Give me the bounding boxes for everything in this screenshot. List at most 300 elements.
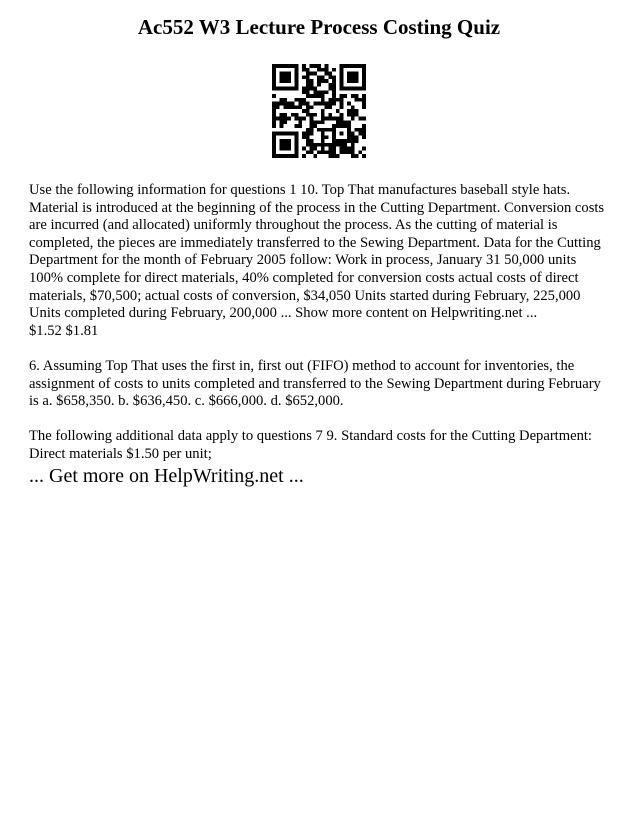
qr-module (321, 113, 325, 117)
qr-module (332, 150, 336, 154)
qr-module (276, 117, 280, 121)
qr-module (313, 87, 317, 91)
qr-module (325, 128, 329, 132)
qr-module (272, 135, 276, 139)
qr-module (302, 102, 306, 106)
qr-module (347, 87, 351, 91)
qr-module (328, 102, 332, 106)
qr-module (276, 154, 280, 158)
qr-module (302, 135, 306, 139)
qr-module (351, 79, 355, 83)
qr-module (343, 147, 347, 151)
qr-module (306, 143, 310, 147)
qr-module (340, 94, 344, 98)
qr-module (313, 90, 317, 94)
qr-module (310, 128, 314, 132)
qr-module (347, 102, 351, 106)
qr-module (310, 72, 314, 76)
qr-module (332, 143, 336, 147)
qr-module (306, 128, 310, 132)
qr-module (343, 139, 347, 143)
qr-module (306, 139, 310, 143)
qr-module (347, 64, 351, 68)
qr-module (351, 75, 355, 79)
qr-module (332, 102, 336, 106)
qr-module (362, 117, 366, 121)
qr-module (272, 72, 276, 76)
qr-module (347, 139, 351, 143)
qr-module (340, 147, 344, 151)
qr-module (302, 87, 306, 91)
qr-module (351, 135, 355, 139)
qr-module (332, 154, 336, 158)
qr-module (272, 120, 276, 124)
qr-module (317, 75, 321, 79)
qr-module (343, 120, 347, 124)
qr-module (298, 117, 302, 121)
qr-module (340, 120, 344, 124)
qr-module (325, 72, 329, 76)
qr-module (321, 102, 325, 106)
qr-module (347, 75, 351, 79)
qr-module (328, 128, 332, 132)
qr-module (358, 98, 362, 102)
qr-module (351, 132, 355, 136)
qr-module (313, 143, 317, 147)
qr-module (317, 150, 321, 154)
qr-module (325, 135, 329, 139)
qr-module (302, 132, 306, 136)
qr-module (291, 154, 295, 158)
qr-module (306, 83, 310, 87)
qr-module (283, 98, 287, 102)
qr-module (321, 68, 325, 72)
qr-module (313, 94, 317, 98)
qr-module (276, 102, 280, 106)
qr-module (306, 113, 310, 117)
qr-module (302, 109, 306, 113)
qr-module (362, 72, 366, 76)
qr-module (280, 98, 284, 102)
qr-module (313, 102, 317, 106)
qr-module (355, 64, 359, 68)
qr-module (306, 135, 310, 139)
qr-module (317, 79, 321, 83)
qr-module (355, 139, 359, 143)
qr-module (295, 132, 299, 136)
qr-module (287, 79, 291, 83)
qr-module (283, 120, 287, 124)
qr-module (347, 135, 351, 139)
qr-module (310, 120, 314, 124)
qr-module (340, 105, 344, 109)
qr-module (321, 132, 325, 136)
qr-module (272, 132, 276, 136)
qr-module (325, 117, 329, 121)
qr-module (362, 102, 366, 106)
qr-module (295, 147, 299, 151)
qr-module (325, 102, 329, 106)
qr-module (283, 102, 287, 106)
qr-module (351, 113, 355, 117)
qr-module (343, 124, 347, 128)
qr-module (310, 113, 314, 117)
qr-code-icon (272, 64, 366, 158)
qr-module (355, 72, 359, 76)
paragraph-question-6: 6. Assuming Top That uses the first in, first out (FIFO) method to account for inventories, the assignment of costs to units completed and transferred to the Sewing Department during February is a. $658,350. b. $636,450. c. $666,000. d. $652,000. (29, 357, 601, 410)
document-body (29, 182, 613, 481)
qr-module (298, 102, 302, 106)
qr-module (351, 117, 355, 121)
qr-module (291, 87, 295, 91)
qr-module (280, 154, 284, 158)
qr-module (291, 105, 295, 109)
qr-module (355, 87, 359, 91)
qr-module (272, 154, 276, 158)
qr-module (321, 79, 325, 83)
qr-module (340, 143, 344, 147)
qr-module (328, 83, 332, 87)
qr-module (358, 128, 362, 132)
qr-module (272, 117, 276, 121)
qr-module (328, 117, 332, 121)
qr-module (295, 113, 299, 117)
qr-module (332, 128, 336, 132)
qr-module (340, 79, 344, 83)
qr-module (347, 120, 351, 124)
qr-module (328, 143, 332, 147)
qr-module (328, 75, 332, 79)
qr-module (347, 128, 351, 132)
qr-module (321, 98, 325, 102)
qr-module (362, 94, 366, 98)
qr-module (328, 105, 332, 109)
qr-module (276, 105, 280, 109)
qr-module (355, 113, 359, 117)
qr-module (302, 68, 306, 72)
qr-module (287, 105, 291, 109)
qr-module (283, 132, 287, 136)
qr-module (355, 98, 359, 102)
qr-module (336, 139, 340, 143)
qr-module (332, 117, 336, 121)
qr-module (287, 143, 291, 147)
qr-module (332, 68, 336, 72)
qr-module (317, 102, 321, 106)
qr-module (321, 94, 325, 98)
qr-module (351, 147, 355, 151)
qr-module (272, 139, 276, 143)
qr-module (283, 147, 287, 151)
qr-module (317, 64, 321, 68)
qr-module (272, 75, 276, 79)
qr-module (317, 90, 321, 94)
qr-module (340, 87, 344, 91)
qr-module (321, 150, 325, 154)
qr-module (340, 117, 344, 121)
qr-module (351, 64, 355, 68)
qr-module (287, 139, 291, 143)
qr-module (283, 79, 287, 83)
qr-module (362, 154, 366, 158)
qr-module (295, 98, 299, 102)
paragraph-additional-data: The following additional data apply to questions 7 9. Standard costs for the Cutting Department: Direct materials $1.50 per unit; (29, 428, 592, 462)
qr-module (302, 90, 306, 94)
qr-module (295, 64, 299, 68)
qr-module (362, 124, 366, 128)
qr-module (355, 109, 359, 113)
qr-module (336, 154, 340, 158)
qr-module (272, 109, 276, 113)
qr-module (306, 94, 310, 98)
qr-module (343, 143, 347, 147)
qr-module (325, 150, 329, 154)
qr-module (283, 154, 287, 158)
qr-module (302, 117, 306, 121)
qr-module (362, 64, 366, 68)
qr-module (313, 154, 317, 158)
qr-module (347, 150, 351, 154)
qr-module (280, 72, 284, 76)
qr-module (340, 139, 344, 143)
qr-module (280, 102, 284, 106)
qr-module (358, 87, 362, 91)
qr-module (347, 132, 351, 136)
qr-module (280, 117, 284, 121)
qr-module (358, 132, 362, 136)
qr-module (295, 79, 299, 83)
qr-module (340, 68, 344, 72)
qr-module (310, 79, 314, 83)
qr-module (283, 64, 287, 68)
qr-module (347, 79, 351, 83)
qr-module (272, 79, 276, 83)
qr-module (280, 79, 284, 83)
qr-module (302, 147, 306, 151)
qr-module (351, 150, 355, 154)
qr-module (313, 147, 317, 151)
qr-module (340, 98, 344, 102)
qr-module (321, 120, 325, 124)
qr-module (340, 102, 344, 106)
qr-module (291, 64, 295, 68)
qr-module (306, 150, 310, 154)
qr-module (358, 117, 362, 121)
qr-module (295, 143, 299, 147)
qr-module (272, 150, 276, 154)
qr-module (295, 87, 299, 91)
qr-module (295, 75, 299, 79)
more-link[interactable]: ... Get more on HelpWriting.net ... (29, 465, 304, 487)
qr-module (313, 120, 317, 124)
qr-module (287, 75, 291, 79)
qr-module (321, 75, 325, 79)
qr-module (358, 64, 362, 68)
paragraph-intro: Use the following information for questions 1 10. Top That manufactures baseball style hats. Material is introduced at the beginning of the process in the Cutting Department. Conversion costs are incurred (and allocated) uniformly throughout the process. As the cutting of material is completed, the pieces are immediately transferred to the Sewing Department. Data for the Cutting Department for the month of February 2005 follow: Work in process, January 31 50,000 units 100% complete for direct materials, 40% completed for conversion costs actual costs of direct materials, $70,500; actual costs of conversion, $34,050 Units started during February, 225,000 Units completed during February, 200,000 ... Show more content on Helpwriting.net ... (29, 182, 605, 322)
qr-module (280, 87, 284, 91)
qr-module (328, 72, 332, 76)
qr-module (343, 64, 347, 68)
qr-module (280, 139, 284, 143)
qr-module (325, 105, 329, 109)
qr-module (340, 113, 344, 117)
qr-module (291, 132, 295, 136)
qr-module (310, 124, 314, 128)
qr-module (276, 87, 280, 91)
qr-module (310, 83, 314, 87)
qr-module (276, 64, 280, 68)
qr-module (295, 124, 299, 128)
qr-module (332, 147, 336, 151)
qr-module (321, 147, 325, 151)
qr-module (343, 87, 347, 91)
qr-module (340, 72, 344, 76)
qr-module (283, 143, 287, 147)
qr-module (351, 105, 355, 109)
qr-module (336, 143, 340, 147)
qr-module (325, 143, 329, 147)
qr-module (310, 117, 314, 121)
qr-module (280, 75, 284, 79)
qr-module (332, 90, 336, 94)
qr-module (306, 102, 310, 106)
qr-module (332, 75, 336, 79)
qr-module (272, 124, 276, 128)
qr-module (340, 64, 344, 68)
qr-module (310, 94, 314, 98)
qr-module (295, 83, 299, 87)
qr-module (310, 147, 314, 151)
qr-module (351, 143, 355, 147)
qr-module (362, 75, 366, 79)
qr-module (302, 64, 306, 68)
qr-module (328, 113, 332, 117)
qr-module (321, 90, 325, 94)
qr-module (355, 135, 359, 139)
qr-module (295, 117, 299, 121)
qr-module (362, 105, 366, 109)
qr-module (321, 117, 325, 121)
page-title: Ac552 W3 Lecture Process Costing Quiz (137, 15, 501, 39)
qr-module (336, 120, 340, 124)
qr-module (343, 94, 347, 98)
qr-module (283, 117, 287, 121)
qr-module (306, 79, 310, 83)
qr-module (310, 132, 314, 136)
qr-module (280, 124, 284, 128)
qr-module (362, 68, 366, 72)
qr-module (332, 83, 336, 87)
qr-module (298, 124, 302, 128)
qr-module (336, 117, 340, 121)
qr-module (272, 94, 276, 98)
paragraph-values: $1.52 $1.81 (29, 322, 99, 339)
qr-module (287, 102, 291, 106)
qr-module (298, 105, 302, 109)
qr-module (347, 113, 351, 117)
qr-module (328, 87, 332, 91)
qr-module (347, 124, 351, 128)
qr-module (283, 75, 287, 79)
qr-module (351, 109, 355, 113)
qr-module (272, 68, 276, 72)
qr-module (295, 72, 299, 76)
qr-module (287, 117, 291, 121)
qr-module (280, 64, 284, 68)
qr-module (355, 128, 359, 132)
qr-module (302, 75, 306, 79)
qr-module (317, 94, 321, 98)
qr-module (302, 154, 306, 158)
qr-module (310, 143, 314, 147)
qr-module (362, 147, 366, 151)
qr-module (340, 75, 344, 79)
qr-module (351, 72, 355, 76)
qr-module (310, 139, 314, 143)
qr-module (287, 147, 291, 151)
qr-module (272, 83, 276, 87)
qr-module (347, 147, 351, 151)
qr-module (295, 68, 299, 72)
qr-module (317, 68, 321, 72)
qr-module (351, 139, 355, 143)
qr-module (317, 143, 321, 147)
qr-module (283, 72, 287, 76)
qr-module (336, 124, 340, 128)
qr-module (313, 64, 317, 68)
qr-module (340, 132, 344, 136)
qr-module (272, 87, 276, 91)
qr-module (351, 94, 355, 98)
qr-module (313, 113, 317, 117)
qr-module (332, 135, 336, 139)
qr-module (310, 87, 314, 91)
qr-module (325, 79, 329, 83)
qr-module (321, 143, 325, 147)
qr-module (362, 83, 366, 87)
qr-module (321, 128, 325, 132)
qr-module (347, 72, 351, 76)
qr-module (276, 132, 280, 136)
qr-module (325, 90, 329, 94)
qr-module (291, 113, 295, 117)
qr-module (287, 132, 291, 136)
qr-module (287, 87, 291, 91)
qr-module (328, 98, 332, 102)
qr-module (355, 154, 359, 158)
qr-module (328, 150, 332, 154)
qr-module (328, 154, 332, 158)
qr-module (306, 105, 310, 109)
qr-module (325, 64, 329, 68)
qr-module (332, 124, 336, 128)
qr-module (340, 124, 344, 128)
qr-module (317, 120, 321, 124)
qr-module (295, 139, 299, 143)
qr-module (313, 124, 317, 128)
qr-module (306, 109, 310, 113)
qr-module (272, 64, 276, 68)
qr-module (306, 72, 310, 76)
qr-module (295, 150, 299, 154)
qr-module (355, 75, 359, 79)
qr-module (332, 94, 336, 98)
qr-module (351, 87, 355, 91)
qr-module (302, 98, 306, 102)
qr-module (362, 132, 366, 136)
qr-module (310, 150, 314, 154)
qr-module (306, 132, 310, 136)
